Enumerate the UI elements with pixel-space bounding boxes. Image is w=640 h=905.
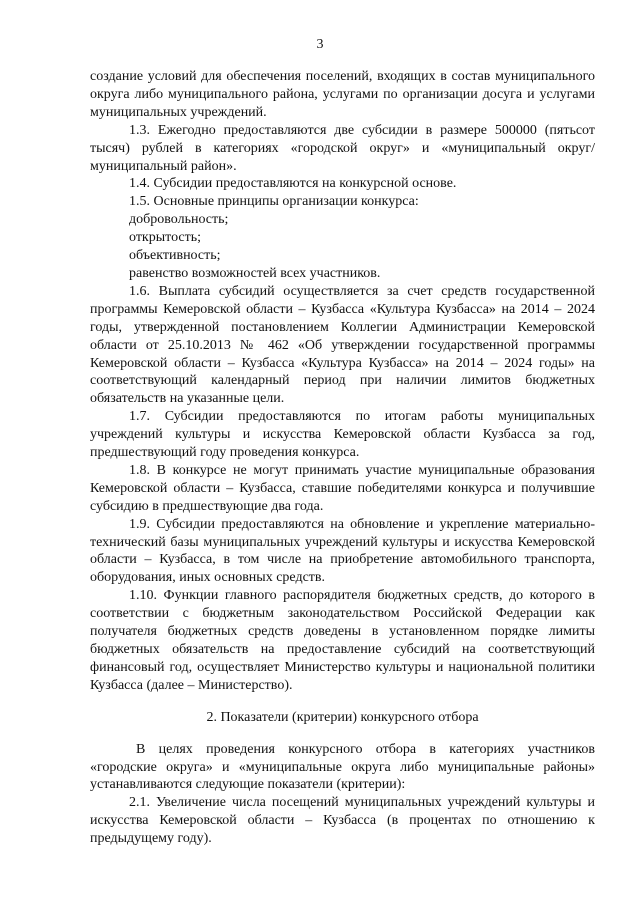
paragraph-1-5: 1.5. Основные принципы организации конкурса: (129, 194, 419, 210)
page-number: 3 (316, 37, 324, 52)
paragraph-intro-continuation: создание условий для обеспечения поселений, входящих в состав муниципального округа либо муниципального района, услугами по организации досуга и услугами муниципальных учреждений. (90, 69, 595, 120)
paragraph-1-10: 1.10. Функции главного распорядителя бюджетных средств, до которого в соответствии с бюджетным законодательством Российской Федерации как получателя бюджетных средств доведены в установленном порядке лимиты бюджетных обязательств на предоставление субсидий на соответствующий финансовый год, осуществляет Министерство культуры и национальной политики Кузбасса (далее – Министерство). (90, 588, 595, 693)
paragraph-section-2-intro: В целях проведения конкурсного отбора в категориях участников «городские округа» и «муниципальные округа либо муниципальные районы» устанавливаются следующие показатели (критерии): (90, 741, 595, 793)
paragraph-1-9: 1.9. Субсидии предоставляются на обновление и укрепление материально-технический базы муниципальных учреждений культуры и искусства Кемеровской области – Кузбасса, в том числе на приобретение автомобильного транспорта, оборудования, иных основных средств. (90, 516, 595, 586)
paragraph-1-8: 1.8. В конкурсе не могут принимать участие муниципальные образования Кемеровской области – Кузбасса, ставшие победителями конкурса и получившие субсидию в предшествующие два года. (90, 462, 595, 514)
paragraph-1-3: 1.3. Ежегодно предоставляются две субсидии в размере 500000 (пятьсот тысяч) рублей в категориях «городской округ» и «муниципальный округ/ муниципальный район». (90, 122, 595, 174)
principle-item: объективность; (129, 248, 221, 264)
document-body (90, 68, 595, 848)
principle-item: открытость; (129, 230, 202, 246)
paragraph-2-1: 2.1. Увеличение числа посещений муниципальных учреждений культуры и искусства Кемеровской области – Кузбасса (в процентах по отношению к предыдущему году). (90, 795, 595, 847)
principle-item: равенство возможностей всех участников. (129, 265, 381, 281)
paragraph-1-4: 1.4. Субсидии предоставляются на конкурсной основе. (129, 176, 457, 192)
section-heading: 2. Показатели (критерии) конкурсного отбора (206, 709, 479, 725)
paragraph-1-6: 1.6. Выплата субсидий осуществляется за счет средств государственной программы Кемеровской области – Кузбасса «Культура Кузбасса» на 2014 – 2024 годы, утвержденной постановлением Коллегии Администрации Кемеровской области от 25.10.2013 № 462 «Об утверждении государственной программы Кемеровской области – Кузбасса «Культура Кузбасса» на 2014 – 2024 годы» на соответствующий календарный период при наличии лимитов бюджетных обязательств на указанные цели. (90, 283, 595, 407)
principle-item: добровольность; (129, 212, 229, 228)
paragraph-1-7: 1.7. Субсидии предоставляются по итогам работы муниципальных учреждений культуры и искусства Кемеровской области Кузбасса за год, предшествующий году проведения конкурса. (90, 409, 595, 461)
